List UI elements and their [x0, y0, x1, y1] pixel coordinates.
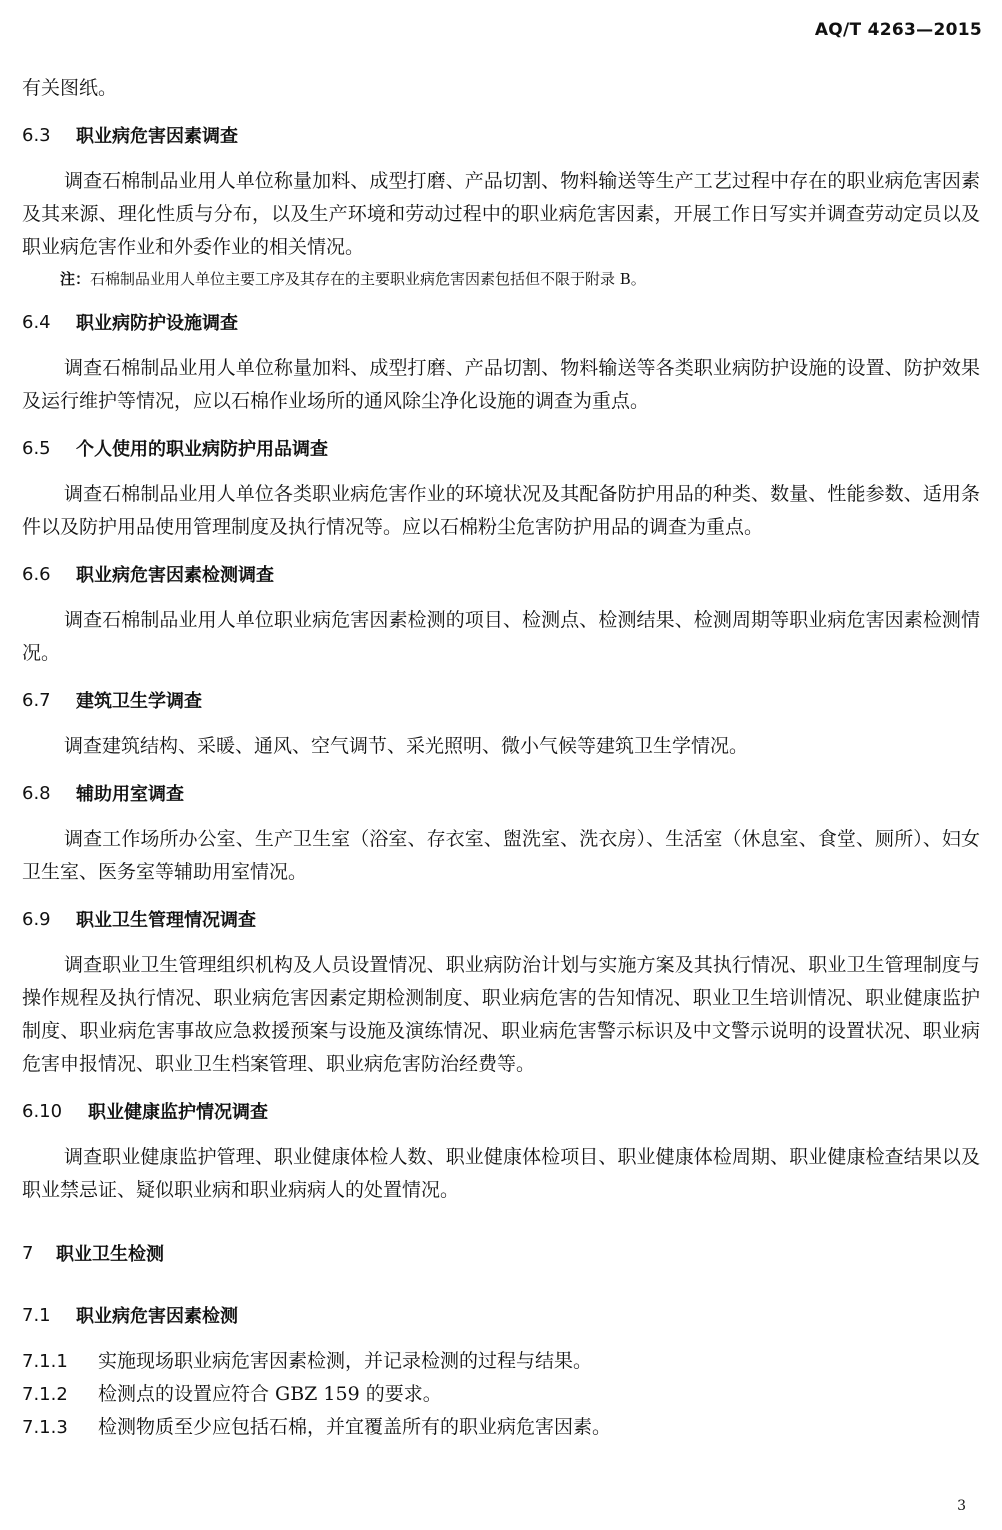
section-heading [22, 558, 980, 590]
section-title: 职业病危害因素检测调查 [76, 565, 274, 586]
section-number: 7.1 [22, 1304, 51, 1326]
paragraph: 调查职业健康监护管理、职业健康体检人数、职业健康体检项目、职业健康体检周期、职业健康检查结果以及职业禁忌证、疑似职业病和职业病病人的处置情况。 [22, 1146, 980, 1201]
section-heading [22, 1299, 980, 1331]
section-title: 职业病危害因素调查 [76, 126, 238, 147]
section-number: 7 [22, 1242, 34, 1264]
clause-text: 检测点的设置应符合 GBZ 159 的要求。 [98, 1383, 442, 1405]
note-label: 注： [60, 270, 91, 288]
section-number: 6.5 [22, 437, 51, 459]
note-text: 石棉制品业用人单位主要工序及其存在的主要职业病危害因素包括但不限于附录 B。 [90, 270, 646, 288]
paragraph: 调查石棉制品业用人单位称量加料、成型打磨、产品切割、物料输送等生产工艺过程中存在的职业病危害因素及其来源、理化性质与分布，以及生产环境和劳动过程中的职业病危害因素，开展工作日写实并调查劳动定员以及职业病危害作业和外委作业的相关情况。 [22, 170, 980, 258]
section-number: 6.3 [22, 124, 51, 146]
section-heading [22, 119, 980, 151]
section-number: 6.10 [22, 1100, 63, 1122]
section-heading [22, 1095, 980, 1127]
paragraph: 调查石棉制品业用人单位各类职业病危害作业的环境状况及其配备防护用品的种类、数量、性能参数、适用条件以及防护用品使用管理制度及执行情况等。应以石棉粉尘危害防护用品的调查为重点。 [22, 483, 980, 538]
clause-text: 实施现场职业病危害因素检测，并记录检测的过程与结果。 [98, 1350, 593, 1372]
section-heading [22, 777, 980, 809]
section-number: 6.9 [22, 908, 51, 930]
paragraph: 调查石棉制品业用人单位称量加料、成型打磨、产品切割、物料输送等各类职业病防护设施的设置、防护效果及运行维护等情况，应以石棉作业场所的通风除尘净化设施的调查为重点。 [22, 357, 980, 412]
paragraph: 调查建筑结构、采暖、通风、空气调节、采光照明、微小气候等建筑卫生学情况。 [64, 735, 749, 757]
section-title: 辅助用室调查 [76, 784, 184, 805]
section-title: 职业卫生管理情况调查 [76, 910, 256, 931]
section-title: 个人使用的职业病防护用品调查 [76, 439, 328, 460]
clause-number: 7.1.2 [22, 1384, 68, 1405]
section-number: 6.8 [22, 782, 51, 804]
clause [22, 1411, 980, 1444]
section-title: 建筑卫生学调查 [76, 691, 202, 712]
section-heading [22, 903, 980, 935]
section-heading [22, 1237, 980, 1269]
paragraph: 调查石棉制品业用人单位职业病危害因素检测的项目、检测点、检测结果、检测周期等职业病危害因素检测情况。 [22, 609, 980, 664]
section-heading [22, 306, 980, 338]
page-number: 3 [957, 1498, 966, 1514]
clause-number: 7.1.1 [22, 1351, 68, 1372]
paragraph: 有关图纸。 [22, 77, 118, 99]
section-title: 职业卫生检测 [56, 1244, 164, 1265]
clause [22, 1378, 980, 1411]
section-title: 职业健康监护情况调查 [88, 1102, 268, 1123]
section-heading [22, 684, 980, 716]
clause [22, 1345, 980, 1378]
clause-text: 检测物质至少应包括石棉，并宜覆盖所有的职业病危害因素。 [98, 1416, 612, 1438]
section-number: 6.4 [22, 311, 51, 333]
section-number: 6.7 [22, 689, 51, 711]
paragraph: 调查工作场所办公室、生产卫生室（浴室、存衣室、盥洗室、洗衣房）、生活室（休息室、食堂、厕所）、妇女卫生室、医务室等辅助用室情况。 [22, 828, 980, 883]
paragraph: 调查职业卫生管理组织机构及人员设置情况、职业病防治计划与实施方案及其执行情况、职业卫生管理制度与操作规程及执行情况、职业病危害因素定期检测制度、职业病危害的告知情况、职业卫生培训情况、职业健康监护制度、职业病危害事故应急救援预案与设施及演练情况、职业病危害警示标识及中文警示说明的设置状况、职业病危害申报情况、职业卫生档案管理、职业病危害防治经费等。 [22, 954, 980, 1075]
document-code: AQ/T 4263—2015 [814, 20, 982, 40]
clause-number: 7.1.3 [22, 1417, 68, 1438]
document-body [22, 72, 980, 1444]
section-number: 6.6 [22, 563, 51, 585]
section-heading [22, 432, 980, 464]
note [22, 264, 980, 294]
section-title: 职业病防护设施调查 [76, 313, 238, 334]
section-title: 职业病危害因素检测 [76, 1306, 238, 1327]
